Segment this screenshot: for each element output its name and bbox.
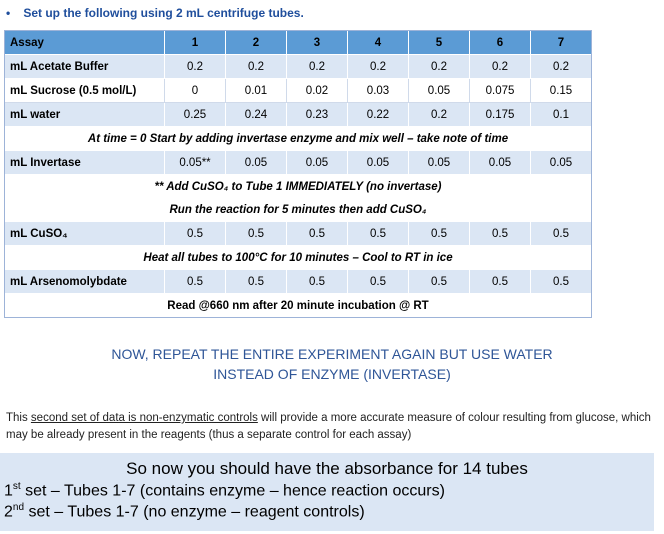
- table-cell: 0.01: [226, 79, 287, 103]
- table-cell: 0.23: [287, 103, 348, 127]
- header-cell: 7: [531, 31, 592, 55]
- note-heat: Heat all tubes to 100°C for 10 minutes – Cool to RT in ice: [5, 246, 592, 270]
- header-cell: 4: [348, 31, 409, 55]
- table-cell: 0.5: [226, 270, 287, 294]
- line1-sup: st: [12, 481, 21, 492]
- table-cell: 0.2: [287, 55, 348, 79]
- protocol-table: [4, 30, 592, 317]
- table-cell: 0.2: [409, 55, 470, 79]
- table-cell: 0.05**: [165, 151, 226, 175]
- note-row-read: [5, 294, 592, 318]
- table-cell: 0.2: [165, 55, 226, 79]
- table-cell: 0.02: [287, 79, 348, 103]
- row-label: mL Arsenomolybdate: [5, 270, 165, 294]
- header-cell: 6: [470, 31, 531, 55]
- table-cell: 0.05: [409, 151, 470, 175]
- table-cell: 0.05: [531, 151, 592, 175]
- table-cell: 0.5: [165, 270, 226, 294]
- note-cuso4-tube1: ** Add CuSO₄ to Tube 1 IMMEDIATELY (no invertase): [5, 175, 592, 199]
- table-cell: 0.175: [470, 103, 531, 127]
- note-row-cuso4-tube1: [5, 175, 592, 199]
- paragraph-underlined: second set of data is non-enzymatic controls: [30, 412, 258, 424]
- table-cell: 0.2: [348, 55, 409, 79]
- table-cell: 0.2: [226, 55, 287, 79]
- line2-text: set – Tubes 1-7 (no enzyme – reagent controls): [24, 503, 365, 521]
- row-label: mL Acetate Buffer: [5, 55, 165, 79]
- table-row-arsenomolybdate: [5, 270, 592, 294]
- header-cell: 2: [226, 31, 287, 55]
- row-label: mL Invertase: [5, 151, 165, 175]
- summary-box: [0, 453, 654, 531]
- table-cell: 0.15: [531, 79, 592, 103]
- table-cell: 0.5: [165, 222, 226, 246]
- table-cell: 0.5: [531, 270, 592, 294]
- line1-num: 1: [4, 482, 13, 500]
- table-row-acetate: [5, 55, 592, 79]
- table-cell: 0.5: [287, 270, 348, 294]
- note-row-heat: [5, 246, 592, 270]
- line2-num: 2: [4, 503, 13, 521]
- table-row-water: [5, 103, 592, 127]
- table-cell: 0.24: [226, 103, 287, 127]
- table-cell: 0.05: [226, 151, 287, 175]
- paragraph-start: This: [6, 412, 31, 424]
- table-cell: 0.05: [470, 151, 531, 175]
- table-cell: 0.05: [348, 151, 409, 175]
- table-cell: 0.5: [348, 270, 409, 294]
- row-label: mL water: [5, 103, 165, 127]
- table-cell: 0.5: [531, 222, 592, 246]
- repeat-heading-line-1: NOW, REPEAT THE ENTIRE EXPERIMENT AGAIN BUT USE WATER: [111, 346, 553, 362]
- table-row-invertase: [5, 151, 592, 175]
- note-time-zero: At time = 0 Start by adding invertase enzyme and mix well – take note of time: [5, 127, 592, 151]
- table-cell: 0.05: [287, 151, 348, 175]
- controls-paragraph: [6, 410, 656, 444]
- summary-line-1: [0, 481, 654, 500]
- note-row-run-reaction: [5, 198, 592, 222]
- line1-text: set – Tubes 1-7 (contains enzyme – hence reaction occurs): [20, 482, 445, 500]
- header-cell: 5: [409, 31, 470, 55]
- table-row-cuso4: [5, 222, 592, 246]
- bullet-icon: •: [6, 6, 11, 20]
- table-cell: 0: [165, 79, 226, 103]
- note-read: Read @660 nm after 20 minute incubation @ RT: [5, 294, 592, 318]
- table-cell: 0.5: [470, 270, 531, 294]
- row-label: mL CuSO₄: [5, 222, 165, 246]
- instruction-bullet: [6, 6, 304, 20]
- table-cell: 0.22: [348, 103, 409, 127]
- table-cell: 0.5: [226, 222, 287, 246]
- paragraph-end: will provide a more accurate measure of colour resulting from glucose, which may be already present in the reagents (thus a separate control for each assay): [6, 412, 651, 441]
- header-cell: Assay: [5, 31, 165, 55]
- note-run-reaction: Run the reaction for 5 minutes then add CuSO₄: [5, 198, 592, 222]
- note-row-time-zero: [5, 127, 592, 151]
- table-cell: 0.2: [531, 55, 592, 79]
- summary-title: So now you should have the absorbance for 14 tubes: [126, 459, 528, 478]
- table-cell: 0.2: [409, 103, 470, 127]
- table-cell: 0.25: [165, 103, 226, 127]
- table-header-row: [5, 31, 592, 55]
- table-cell: 0.5: [409, 222, 470, 246]
- table-cell: 0.03: [348, 79, 409, 103]
- table-cell: 0.5: [470, 222, 531, 246]
- row-label: mL Sucrose (0.5 mol/L): [5, 79, 165, 103]
- table-cell: 0.5: [409, 270, 470, 294]
- instruction-text: Set up the following using 2 mL centrifuge tubes.: [23, 6, 304, 20]
- table-cell: 0.5: [287, 222, 348, 246]
- repeat-heading-line-2: INSTEAD OF ENZYME (INVERTASE): [213, 366, 451, 382]
- table-cell: 0.2: [470, 55, 531, 79]
- header-cell: 3: [287, 31, 348, 55]
- table-cell: 0.05: [409, 79, 470, 103]
- table-cell: 0.5: [348, 222, 409, 246]
- repeat-heading: [0, 344, 664, 384]
- summary-line-2: [0, 502, 654, 521]
- header-cell: 1: [165, 31, 226, 55]
- table-row-sucrose: [5, 79, 592, 103]
- table-cell: 0.075: [470, 79, 531, 103]
- table-cell: 0.1: [531, 103, 592, 127]
- line2-sup: nd: [12, 502, 25, 514]
